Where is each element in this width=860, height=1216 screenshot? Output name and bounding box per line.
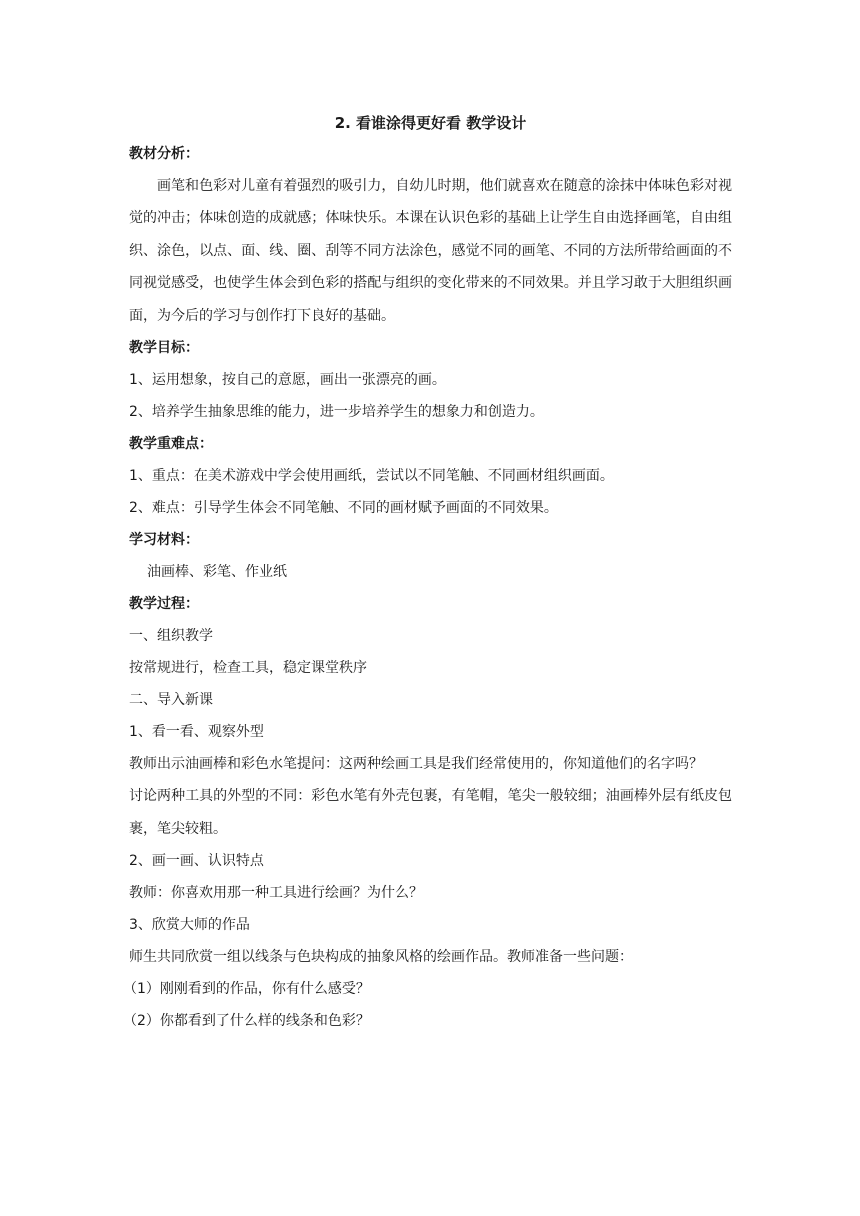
keypoint-item: 2、难点：引导学生体会不同笔触、不同的画材赋予画面的不同效果。 [129, 500, 558, 517]
process-line: 1、看一看、观察外型 [129, 724, 264, 741]
keypoints-heading: 教学重难点： [129, 436, 213, 453]
keypoint-item: 1、重点：在美术游戏中学会使用画纸，尝试以不同笔触、不同画材组织画面。 [129, 468, 614, 485]
process-line: 二、导入新课 [129, 692, 213, 709]
question-item: （1）刚刚看到的作品，你有什么感受？ [123, 981, 370, 998]
analysis-paragraph: 画笔和色彩对儿童有着强烈的吸引力，自幼儿时期，他们就喜欢在随意的涂抹中体味色彩对视觉的冲击；体味创造的成就感；体味快乐。本课在认识色彩的基础上让学生自由选择画笔，自由组织、涂色，以点、面、线、圈、刮等不同方法涂色，感觉不同的画笔、不同的方法所带给画面的不同视觉感受，也使学生体会到色彩的搭配与组织的变化带来的不同效果。并且学习敢于大胆组织画面，为今后的学习与创作打下良好的基础。 [129, 178, 732, 324]
process-line: 2、画一画、认识特点 [129, 853, 264, 870]
materials-heading: 学习材料： [129, 532, 199, 549]
document-title: 2. 看谁涂得更好看 教学设计 [334, 114, 527, 132]
process-line: 教师：你喜欢用那一种工具进行绘画？为什么？ [129, 885, 423, 902]
process-paragraph: 教师出示油画棒和彩色水笔提问：这两种绘画工具是我们经常使用的，你知道他们的名字吗？ [129, 756, 703, 773]
document-content [123, 108, 732, 1037]
process-paragraph: 讨论两种工具的外型的不同：彩色水笔有外壳包裹，有笔帽，笔尖一般较细；油画棒外层有纸皮包裹，笔尖较粗。 [129, 788, 732, 837]
analysis-heading: 教材分析： [129, 146, 199, 162]
process-heading: 教学过程： [129, 596, 199, 613]
process-line: 按常规进行，检查工具，稳定课堂秩序 [129, 660, 367, 677]
materials-text: 油画棒、彩笔、作业纸 [147, 564, 287, 581]
process-line: 师生共同欣赏一组以线条与色块构成的抽象风格的绘画作品。教师准备一些问题： [129, 949, 633, 966]
question-item: （2）你都看到了什么样的线条和色彩？ [123, 1013, 370, 1030]
goals-heading: 教学目标： [129, 340, 199, 357]
goal-item: 1、运用想象，按自己的意愿，画出一张漂亮的画。 [129, 372, 446, 389]
process-line: 3、欣赏大师的作品 [129, 917, 250, 934]
process-line: 一、组织教学 [129, 628, 213, 645]
goal-item: 2、培养学生抽象思维的能力，进一步培养学生的想象力和创造力。 [129, 404, 544, 421]
